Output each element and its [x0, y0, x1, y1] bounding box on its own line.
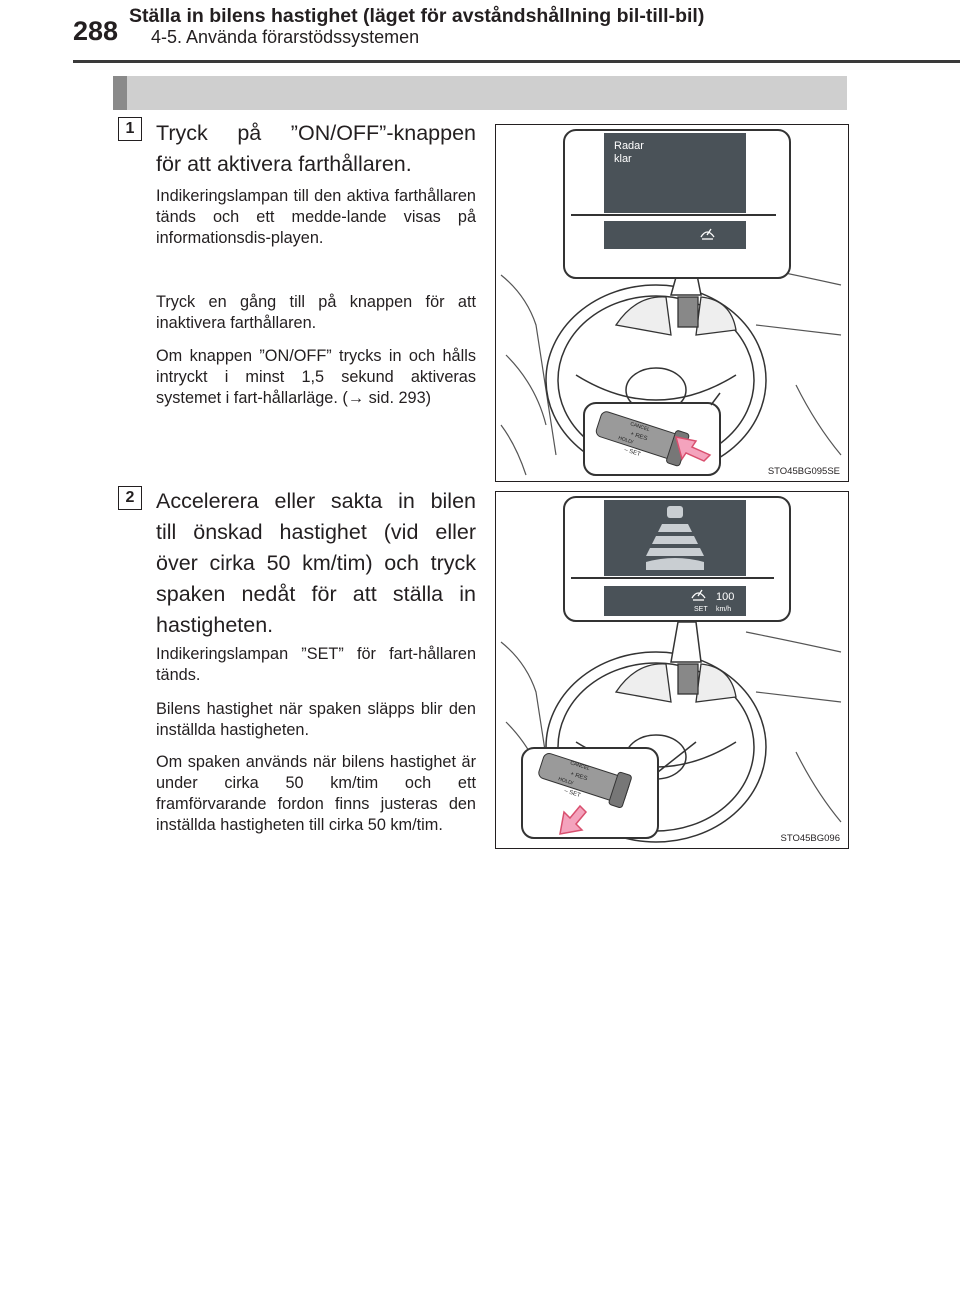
- step-1-line-2: för att aktivera farthållaren.: [156, 152, 412, 176]
- step-2-instruction: [156, 486, 476, 641]
- step-2-line-5: hastigheten.: [156, 613, 274, 637]
- step-2-line-1: Accelerera eller sakta in bilen: [156, 489, 476, 513]
- step-2-line-2: till önskad hastighet (vid eller: [156, 520, 476, 544]
- step-1-instruction: [156, 118, 476, 180]
- step-1-note-1: Indikeringslampan till den aktiva farthållaren tänds och ett medde-lande visas på informationsdis-playen.: [156, 187, 476, 247]
- section-title: Ställa in bilens hastighet (läget för avståndshållning bil-till-bil): [129, 5, 705, 27]
- figure-2-illustration: [496, 492, 848, 848]
- speed-unit-label: km/h: [716, 606, 732, 613]
- figure-1-id: STO45BG095SE: [767, 466, 840, 477]
- page-number: 288: [73, 16, 119, 46]
- display-text-klar: klar: [614, 153, 632, 165]
- step-1-line-1: Tryck på ”ON/OFF”-knappen: [156, 121, 476, 145]
- figure-1-illustration: [496, 125, 848, 481]
- figure-2-id: STO45BG096: [780, 833, 840, 844]
- lever-set-label: – SET: [563, 788, 582, 800]
- lever-hold-label: HOLD/: [557, 776, 574, 787]
- lever-res-label: + RES: [569, 771, 588, 783]
- step-2-line-3: över cirka 50 km/tim) och tryck: [156, 551, 476, 575]
- step-1-note-3-text: Om knappen ”ON/OFF” trycks in och hålls intryckt i minst 1,5 sekund aktiveras systemet i fart-hållarläge. (: [156, 347, 476, 407]
- step-1-number: 1: [118, 117, 142, 141]
- figure-2: [495, 491, 849, 849]
- chapter-title: 4-5. Använda förarstödssystemen: [151, 27, 420, 47]
- lever-res-label: + RES: [629, 431, 648, 443]
- step-1-note-2: Tryck en gång till på knappen för att inaktivera farthållaren.: [156, 293, 476, 332]
- lever-cancel-label: CANCEL: [629, 421, 651, 434]
- step-2-note-3: Om spaken används när bilens hastighet är under cirka 50 km/tim och ett framförvarande fordon finns justeras den inställda hastigheten till cirka 50 km/tim.: [156, 753, 476, 834]
- lever-cancel-label: CANCEL: [569, 760, 591, 773]
- page-ref-arrow: →: [347, 389, 365, 407]
- step-2-note-1: Indikeringslampan ”SET” för fart-hållaren tänds.: [156, 645, 476, 684]
- lever-set-label: – SET: [623, 447, 642, 459]
- step-2-note-2: Bilens hastighet när spaken släpps blir den inställda hastigheten.: [156, 700, 476, 739]
- step-2-line-4: spaken nedåt för att ställa in: [156, 582, 476, 606]
- lever-hold-label: HOLD/: [617, 435, 634, 446]
- step-2-number: 2: [118, 486, 142, 510]
- display-text-radar: Radar: [614, 140, 644, 152]
- header-rule: [73, 60, 960, 63]
- step-1-page-ref[interactable]: sid. 293): [368, 389, 432, 407]
- step-1-note-3: [156, 346, 476, 409]
- section-stripe: [113, 76, 127, 110]
- set-speed-value: 100: [716, 591, 735, 603]
- set-indicator-label: SET: [694, 606, 708, 613]
- section-header: [113, 76, 847, 110]
- figure-1: [495, 124, 849, 482]
